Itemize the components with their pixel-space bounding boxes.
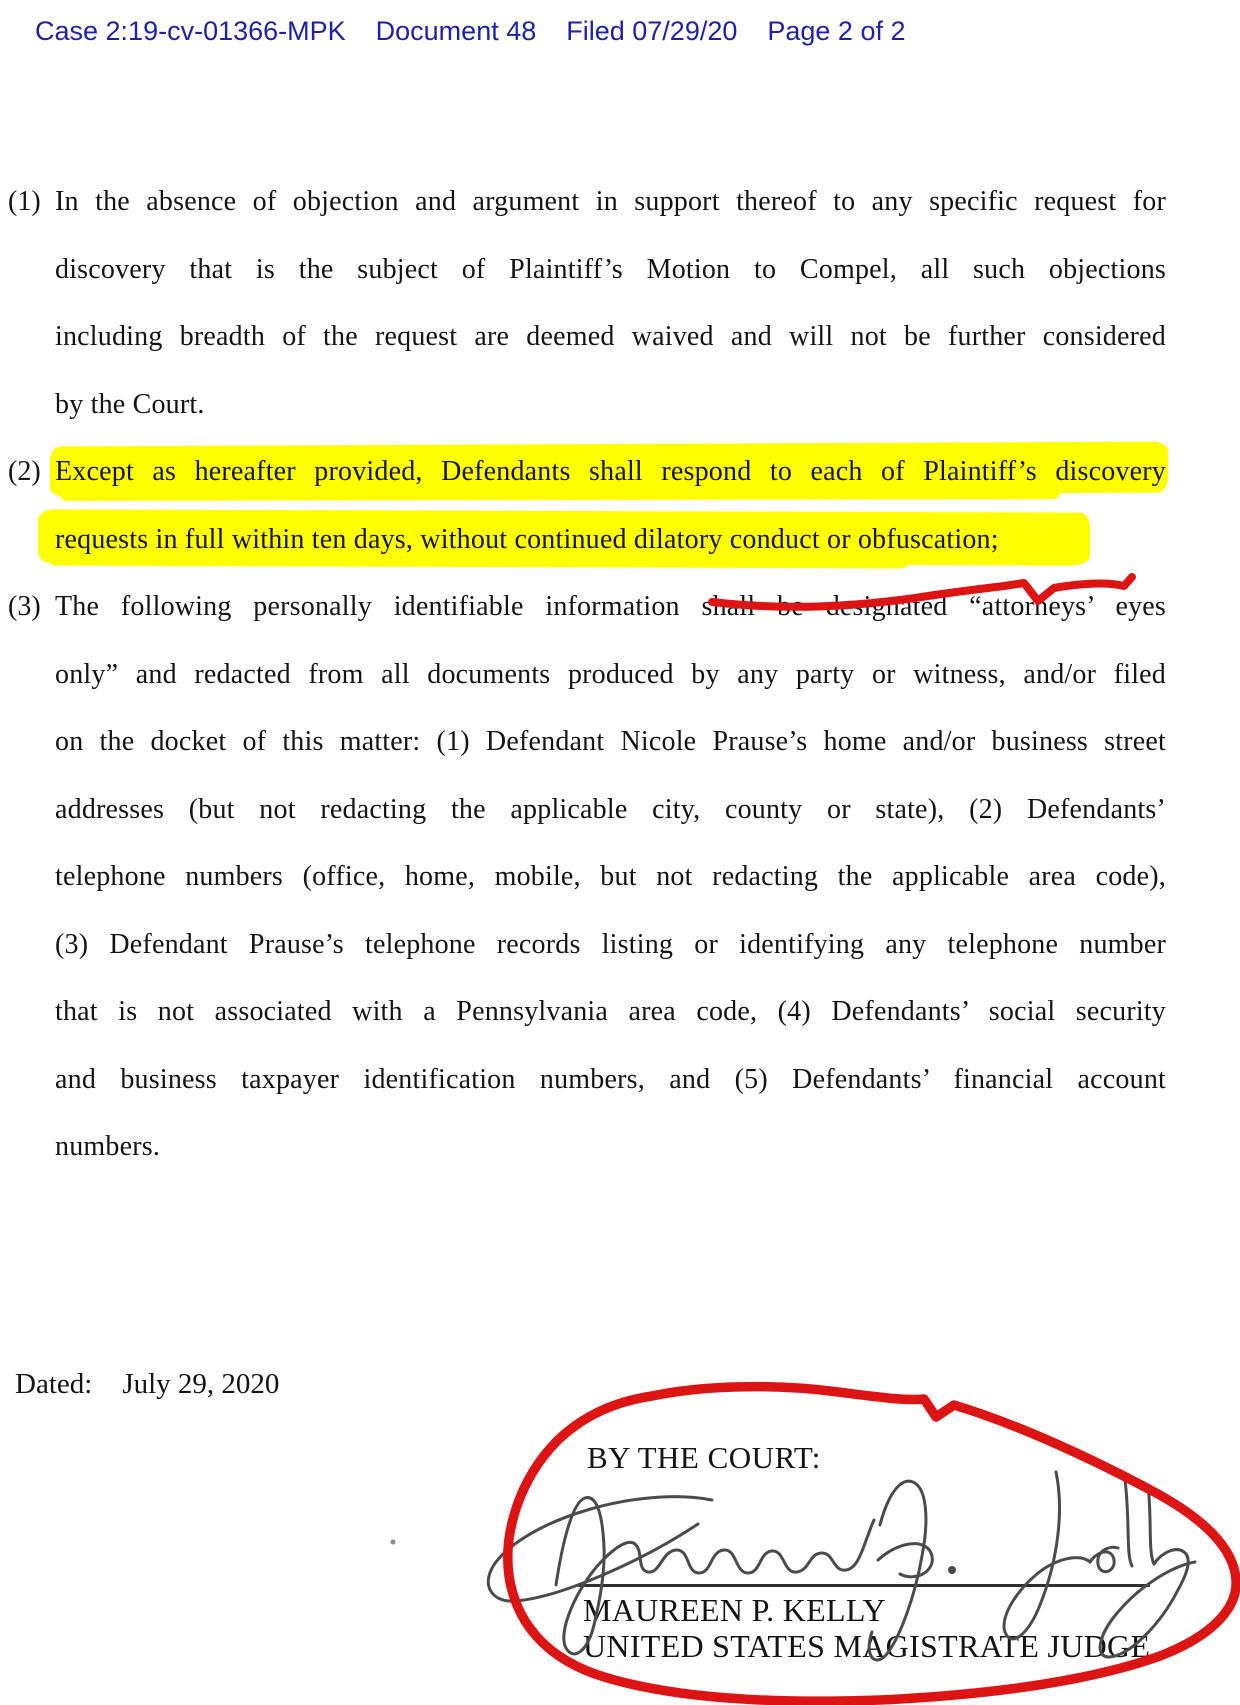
header-case-number: Case 2:19-cv-01366-MPK	[35, 16, 346, 46]
signer-title: UNITED STATES MAGISTRATE JUDGE	[583, 1628, 1151, 1664]
document-text-line: only” and redacted from all documents produced by any party or witness, and/or filed	[55, 658, 1166, 690]
header-filed-date: Filed 07/29/20	[566, 16, 738, 46]
document-text-line: Except as hereafter provided, Defendants shall respond to each of Plaintiff’s discovery	[55, 456, 1166, 487]
document-text-line: by the Court.	[55, 388, 205, 420]
document-text-line: that is not associated with a Pennsylvania area code, (4) Defendants’ social security	[55, 996, 1166, 1027]
signer-name: MAUREEN P. KELLY	[583, 1592, 886, 1628]
order-paragraph	[8, 438, 1166, 573]
document-text-line: including breadth of the request are deemed waived and will not be further considered	[55, 321, 1166, 352]
dated-value: July 29, 2020	[122, 1368, 280, 1400]
paragraph-number: (1)	[8, 186, 41, 217]
order-paragraphs	[8, 168, 1166, 1181]
signer-identity	[583, 1592, 1150, 1664]
signature-line	[578, 1584, 1150, 1587]
order-paragraph	[8, 168, 1166, 438]
document-text-line: numbers.	[55, 1131, 161, 1162]
paragraph-number: (3)	[8, 591, 41, 622]
document-text-line: (3) Defendant Prause’s telephone records listing or identifying any telephone number	[55, 928, 1166, 960]
document-text-line: requests in full within ten days, without continued dilatory conduct or obfuscation;	[55, 523, 999, 555]
document-text-line: telephone numbers (office, home, mobile, but not redacting the applicable area code),	[55, 861, 1166, 892]
document-text-line: discovery that is the subject of Plaintiff’s Motion to Compel, all such objections	[55, 253, 1166, 285]
document-text-line: In the absence of objection and argument in support thereof to any specific request for	[55, 186, 1166, 217]
document-text-line: and business taxpayer identification numbers, and (5) Defendants’ financial account	[55, 1063, 1166, 1095]
case-header	[35, 16, 906, 47]
document-text-line: on the docket of this matter: (1) Defendant Nicole Prause’s home and/or business street	[55, 726, 1166, 757]
dated-line	[15, 1368, 279, 1401]
by-the-court-label: BY THE COURT:	[587, 1440, 821, 1475]
stray-ink-dot	[391, 1540, 396, 1545]
document-text-line: addresses (but not redacting the applicable city, county or state), (2) Defendants’	[55, 793, 1166, 825]
dated-label: Dated:	[15, 1368, 93, 1400]
paragraph-number: (2)	[8, 456, 41, 487]
header-document-number: Document 48	[375, 16, 537, 46]
order-paragraph	[8, 573, 1166, 1181]
document-text-line: The following personally identifiable information shall be designated “attorneys’ eyes	[55, 591, 1166, 622]
header-page-number: Page 2 of 2	[767, 16, 906, 46]
